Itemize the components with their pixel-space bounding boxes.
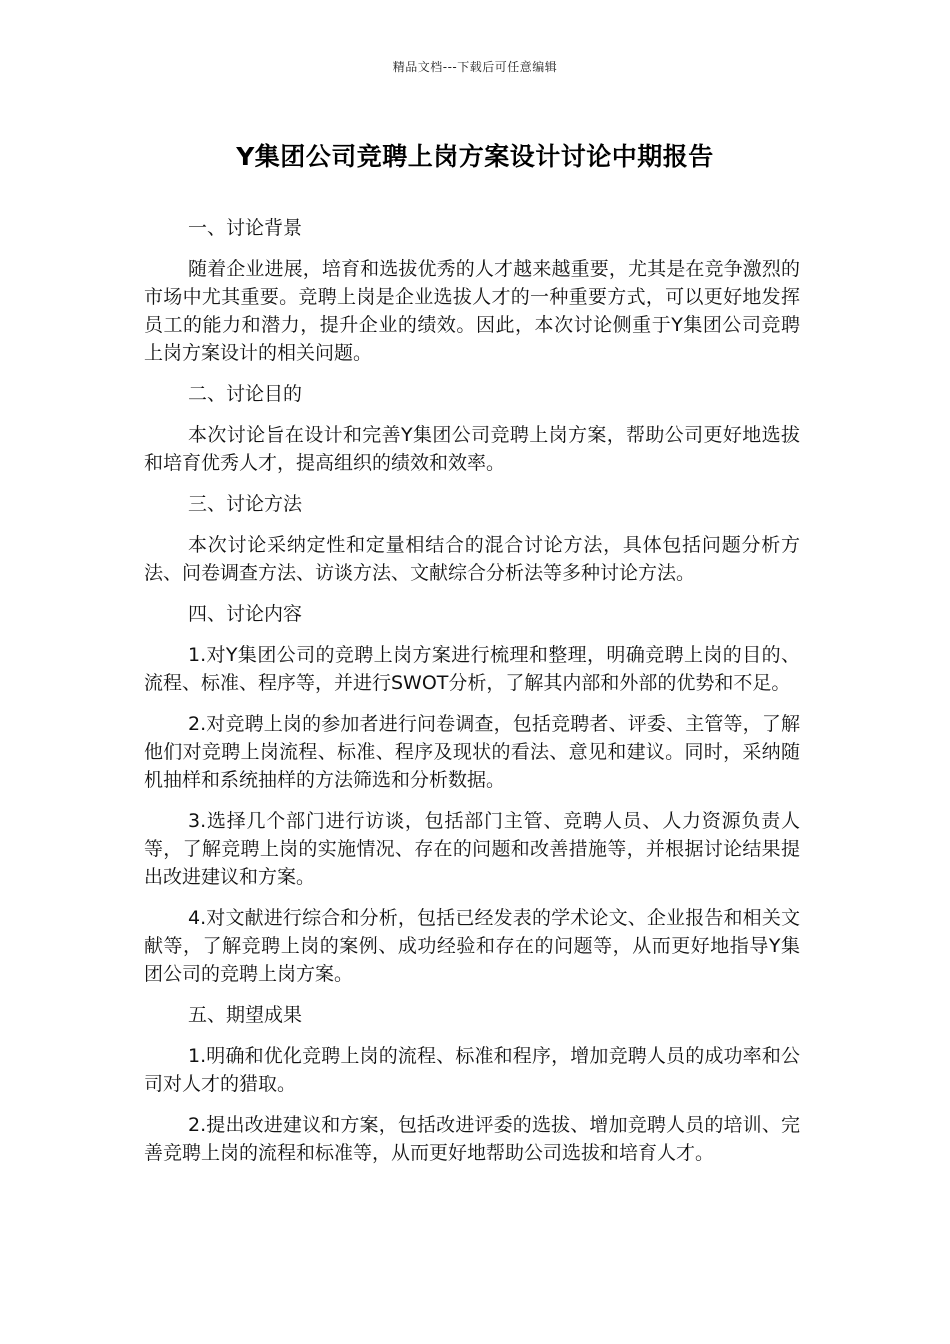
content-item-1: 1.对Y集团公司的竞聘上岗方案进行梳理和整理，明确竞聘上岗的目的、流程、标准、程序等，并进行SWOT分析，了解其内部和外部的优势和不足。 bbox=[144, 644, 800, 694]
outcome-item-2: 2.提出改进建议和方案，包括改进评委的选拔、增加竞聘人员的培训、完善竞聘上岗的流程和标准等，从而更好地帮助公司选拔和培育人才。 bbox=[144, 1114, 800, 1164]
section-heading-purpose: 二、讨论目的 bbox=[188, 383, 303, 405]
background-paragraph: 随着企业进展，培育和选拔优秀的人才越来越重要，尤其是在竞争激烈的市场中尤其重要。竞聘上岗是企业选拔人才的一种重要方式，可以更好地发挥员工的能力和潜力，提升企业的绩效。因此，本次讨论侧重于Y集团公司竞聘上岗方案设计的相关问题。 bbox=[144, 258, 800, 364]
section-heading-method: 三、讨论方法 bbox=[188, 493, 303, 515]
content-item-2: 2.对竞聘上岗的参加者进行问卷调查，包括竞聘者、评委、主管等，了解他们对竞聘上岗流程、标准、程序及现状的看法、意见和建议。同时，采纳随机抽样和系统抽样的方法筛选和分析数据。 bbox=[144, 713, 800, 791]
content-item-4: 4.对文献进行综合和分析，包括已经发表的学术论文、企业报告和相关文献等，了解竞聘上岗的案例、成功经验和存在的问题等，从而更好地指导Y集团公司的竞聘上岗方案。 bbox=[144, 907, 800, 985]
purpose-paragraph: 本次讨论旨在设计和完善Y集团公司竞聘上岗方案，帮助公司更好地选拔和培育优秀人才，提高组织的绩效和效率。 bbox=[144, 424, 800, 474]
content-item-3: 3.选择几个部门进行访谈，包括部门主管、竞聘人员、人力资源负责人等，了解竞聘上岗的实施情况、存在的问题和改善措施等，并根据讨论结果提出改进建议和方案。 bbox=[144, 810, 800, 888]
section-heading-outcomes: 五、期望成果 bbox=[188, 1004, 303, 1026]
document-title: Y集团公司竞聘上岗方案设计讨论中期报告 bbox=[236, 142, 714, 171]
section-heading-content: 四、讨论内容 bbox=[188, 603, 303, 625]
section-heading-background: 一、讨论背景 bbox=[188, 217, 303, 239]
method-paragraph: 本次讨论采纳定性和定量相结合的混合讨论方法，具体包括问题分析方法、问卷调查方法、访谈方法、文献综合分析法等多种讨论方法。 bbox=[144, 534, 800, 584]
document-body bbox=[144, 214, 800, 1180]
header-note: 精品文档---下载后可任意编辑 bbox=[392, 60, 558, 74]
outcome-item-1: 1.明确和优化竞聘上岗的流程、标准和程序，增加竞聘人员的成功率和公司对人才的猎取。 bbox=[144, 1045, 800, 1095]
